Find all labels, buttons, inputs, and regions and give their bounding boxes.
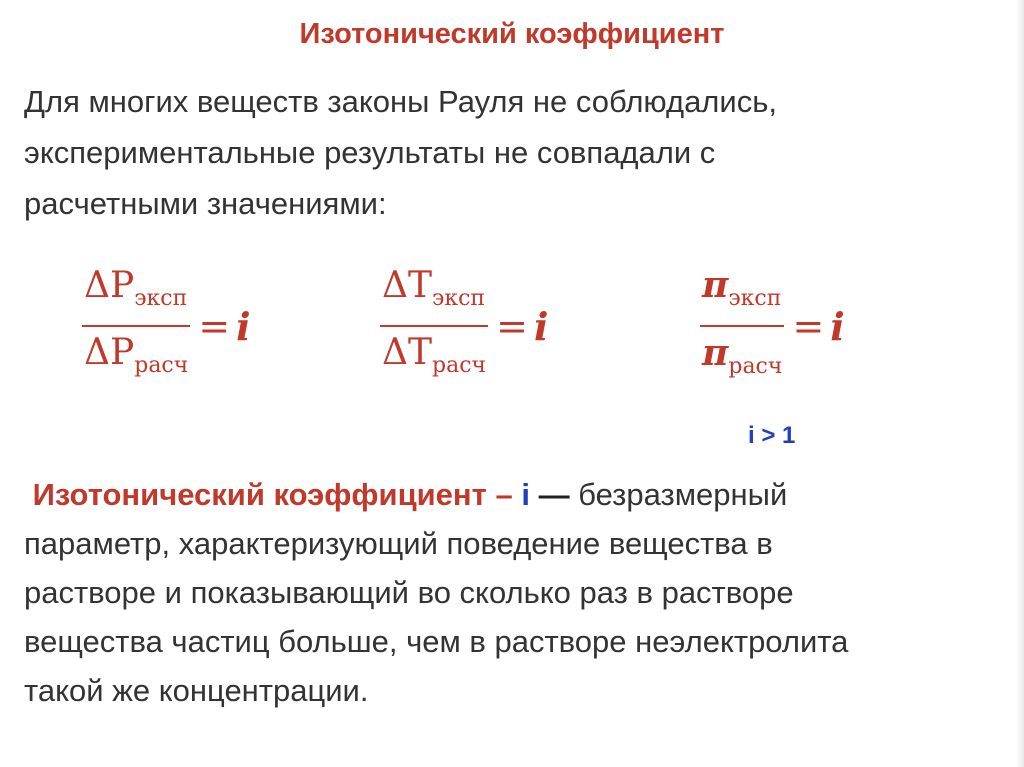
definition-line bbox=[24, 470, 1004, 519]
result-symbol: i bbox=[533, 303, 549, 349]
fraction-denominator bbox=[700, 327, 784, 389]
fraction-denominator bbox=[380, 327, 488, 388]
definition-symbol: i bbox=[521, 477, 530, 512]
equals-sign: = bbox=[198, 304, 231, 348]
denominator-symbol: ΔT bbox=[382, 332, 433, 373]
condition-label: i > 1 bbox=[748, 422, 796, 449]
slide-title: Изотонический коэффициент bbox=[299, 18, 725, 50]
definition-line: растворе и показывающий во сколько раз в растворе bbox=[24, 575, 794, 610]
intro-line: экспериментальные результаты не совпадали с bbox=[24, 135, 716, 170]
definition-line: вещества частиц больше, чем в растворе неэлектролита bbox=[24, 624, 849, 659]
fraction-numerator bbox=[380, 264, 487, 325]
intro-line: Для многих веществ законы Рауля не соблюдались, bbox=[24, 84, 777, 119]
definition-text: безразмерный bbox=[578, 477, 788, 512]
numerator-symbol: ΔT bbox=[382, 265, 433, 306]
definition-line: такой же концентрации. bbox=[24, 673, 369, 708]
slide-edge-shadow bbox=[1016, 0, 1024, 767]
intro-paragraph bbox=[24, 76, 984, 229]
definition-paragraph bbox=[24, 470, 1004, 715]
numerator-subscript: эксп bbox=[432, 286, 486, 311]
denominator-subscript: расч bbox=[432, 353, 487, 378]
numerator-symbol: π bbox=[702, 264, 729, 306]
definition-dash: – bbox=[495, 477, 513, 512]
denominator-symbol: π bbox=[702, 332, 729, 374]
intro-line: расчетными значениями: bbox=[24, 186, 387, 221]
formula-osmotic bbox=[700, 264, 845, 382]
numerator-subscript: эксп bbox=[134, 286, 188, 311]
result-symbol: i bbox=[830, 303, 845, 349]
formula-pressure bbox=[82, 265, 251, 382]
definition-line: параметр, характеризующий поведение вещества в bbox=[24, 526, 773, 561]
fraction bbox=[82, 264, 190, 388]
denominator-subscript: расч bbox=[134, 353, 189, 378]
fraction-numerator bbox=[82, 264, 189, 325]
fraction bbox=[700, 263, 784, 389]
numerator-subscript: эксп bbox=[728, 286, 782, 311]
definition-emdash: — bbox=[538, 477, 570, 512]
definition-term: Изотонический коэффициент bbox=[32, 477, 487, 512]
fraction-denominator bbox=[82, 327, 190, 388]
result-symbol: i bbox=[236, 303, 251, 349]
formula-temperature bbox=[380, 265, 549, 382]
equals-sign: = bbox=[792, 304, 825, 348]
fraction-numerator bbox=[700, 263, 783, 325]
numerator-symbol: ΔP bbox=[84, 265, 135, 306]
denominator-symbol: ΔP bbox=[84, 332, 135, 373]
fraction bbox=[380, 264, 488, 388]
equals-sign: = bbox=[496, 304, 528, 348]
denominator-subscript: расч bbox=[728, 354, 783, 379]
